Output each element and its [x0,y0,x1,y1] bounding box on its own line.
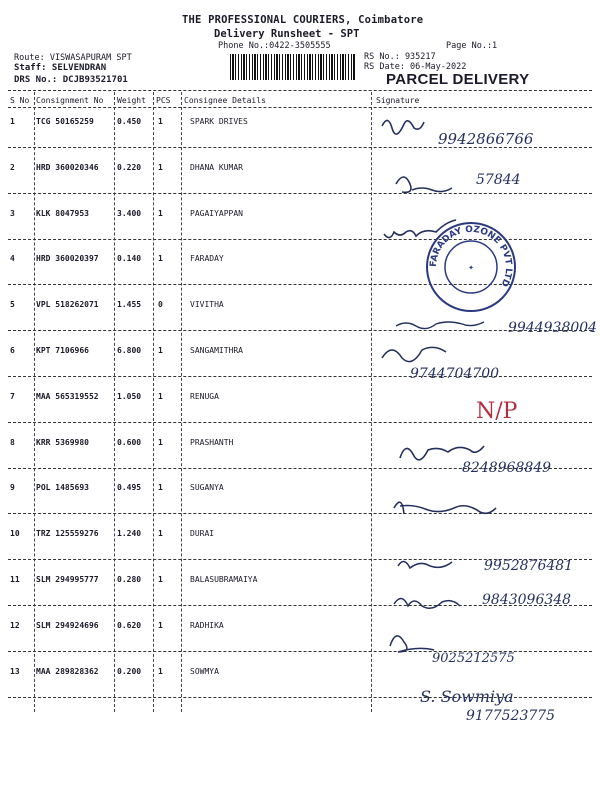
sig10-phone: 9952876481 [484,558,574,574]
sig8-phone: 8248968849 [462,460,552,476]
cell-consignee: RADHIKA [190,620,224,630]
cell-sno: 13 [10,666,20,676]
col-separator [114,92,115,712]
cell-weight: 1.455 [117,300,142,310]
rs-date: RS Date: 06-May-2022 [364,62,467,72]
cell-consignee: SANGAMITHRA [190,346,243,355]
row-separator [8,376,592,377]
cell-consignment: KPT 7106966 [36,346,89,355]
sig13-phone: 9177523775 [466,708,556,724]
barcode-image [230,54,355,80]
sig7-np-mark: N/P [476,399,518,424]
cell-pcs: 1 [158,346,163,355]
cell-pcs: 1 [158,575,163,584]
cell-weight: 1.240 [117,529,142,539]
col-pcs-header: PCS [156,96,171,105]
col-sno-header: S No [10,96,30,105]
cell-consignee: FARADAY [190,254,224,264]
cell-pcs: 1 [158,483,163,493]
row-separator [8,193,592,194]
row-separator [8,697,592,698]
col-consignment-header: Consignment No [36,96,104,105]
cell-weight: 0.220 [117,162,142,172]
sig6-phone: 9744704700 [410,366,500,382]
cell-sno: 4 [10,254,15,264]
row-separator [8,651,592,652]
parcel-delivery-stamp: PARCEL DELIVERY [386,71,530,88]
page-number: Page No.:1 [446,41,498,51]
row-separator [8,605,592,606]
col-separator [34,92,35,712]
cell-consignee: PRASHANTH [190,437,234,447]
row-separator [8,330,592,331]
cell-sno: 1 [10,117,15,126]
cell-consignee: SPARK DRIVES [190,117,248,126]
cell-consignment: POL 1485693 [36,483,89,493]
sig13-name: S. Sowmiya [420,687,514,706]
cell-weight: 0.140 [117,254,142,264]
cell-consignment: MAA 565319552 [36,391,99,401]
drs-number: DRS No.: DCJB93521701 [14,75,128,85]
row-separator [8,513,592,514]
cell-sno: 6 [10,346,15,355]
cell-pcs: 1 [158,437,163,447]
row-separator [8,422,592,423]
cell-weight: 3.400 [117,208,142,218]
runsheet-title: Delivery Runsheet - SPT [214,28,360,40]
cell-consignee: DURAI [190,529,215,539]
cell-consignment: MAA 289828362 [36,666,99,676]
cell-consignment: KLK 8047953 [36,208,89,218]
cell-consignee: SOWMYA [190,666,219,676]
row-separator [8,559,592,560]
col-signature-header: Signature [376,96,420,105]
phone-number: Phone No.:0422-3505555 [218,41,331,51]
cell-pcs: 1 [158,391,163,401]
cell-pcs: 1 [158,162,163,172]
sig5-phone: 9944938004 [508,320,598,336]
col-separator [371,92,372,712]
header-top-rule [8,90,592,91]
col-consignee-header: Consignee Details [184,96,266,105]
cell-consignee: DHANA KUMAR [190,162,243,172]
cell-pcs: 0 [158,300,163,310]
staff-label: Staff: SELVENDRAN [14,63,107,73]
cell-sno: 3 [10,208,15,218]
cell-pcs: 1 [158,529,163,539]
cell-weight: 0.450 [117,117,142,126]
cell-consignment: SLM 294924696 [36,620,99,630]
rs-number: RS No.: 935217 [364,52,436,62]
cell-sno: 7 [10,391,15,401]
cell-consignment: TCG 50165259 [36,117,94,126]
cell-weight: 0.495 [117,483,142,493]
cell-consignee: BALASUBRAMAIYA [190,575,258,584]
company-name: THE PROFESSIONAL COURIERS, Coimbatore [182,14,424,26]
cell-weight: 0.200 [117,666,142,676]
col-separator [181,92,182,712]
cell-sno: 8 [10,437,15,447]
cell-sno: 10 [10,529,20,539]
cell-pcs: 1 [158,620,163,630]
cell-weight: 6.800 [117,346,142,355]
sig11-phone: 9843096348 [482,592,572,608]
cell-weight: 0.280 [117,575,142,584]
company-seal-stamp [424,220,518,314]
sig12-phone: 9025212575 [432,651,515,666]
row-separator [8,468,592,469]
cell-pcs: 1 [158,117,163,126]
route-label: Route: VISWASAPURAM SPT [14,53,132,63]
cell-sno: 9 [10,483,15,493]
cell-consignee: SUGANYA [190,483,224,493]
cell-pcs: 1 [158,208,163,218]
cell-pcs: 1 [158,666,163,676]
cell-consignment: TRZ 125559276 [36,529,99,539]
row-separator [8,147,592,148]
cell-consignment: KRR 5369980 [36,437,89,447]
sig2-phone: 57844 [476,172,521,188]
cell-sno: 5 [10,300,15,310]
cell-consignment: SLM 294995777 [36,575,99,584]
header-bottom-rule [8,107,592,108]
cell-pcs: 1 [158,254,163,264]
svg-text:✦: ✦ [468,264,474,272]
cell-weight: 0.620 [117,620,142,630]
sig1-phone: 9942866766 [438,130,534,148]
cell-consignment: HRD 360020397 [36,254,99,264]
cell-weight: 0.600 [117,437,142,447]
cell-consignee: RENUGA [190,391,219,401]
svg-text:FARADAY OZONE PVT LTD: FARADAY OZONE PVT LTD [428,224,514,289]
col-separator [153,92,154,712]
cell-consignee: PAGAIYAPPAN [190,208,243,218]
cell-consignee: VIVITHA [190,300,224,310]
col-weight-header: Weight [117,96,146,105]
cell-consignment: HRD 360020346 [36,162,99,172]
cell-sno: 12 [10,620,20,630]
cell-sno: 2 [10,162,15,172]
cell-weight: 1.050 [117,391,142,401]
cell-consignment: VPL 518262071 [36,300,99,310]
cell-sno: 11 [10,575,20,584]
